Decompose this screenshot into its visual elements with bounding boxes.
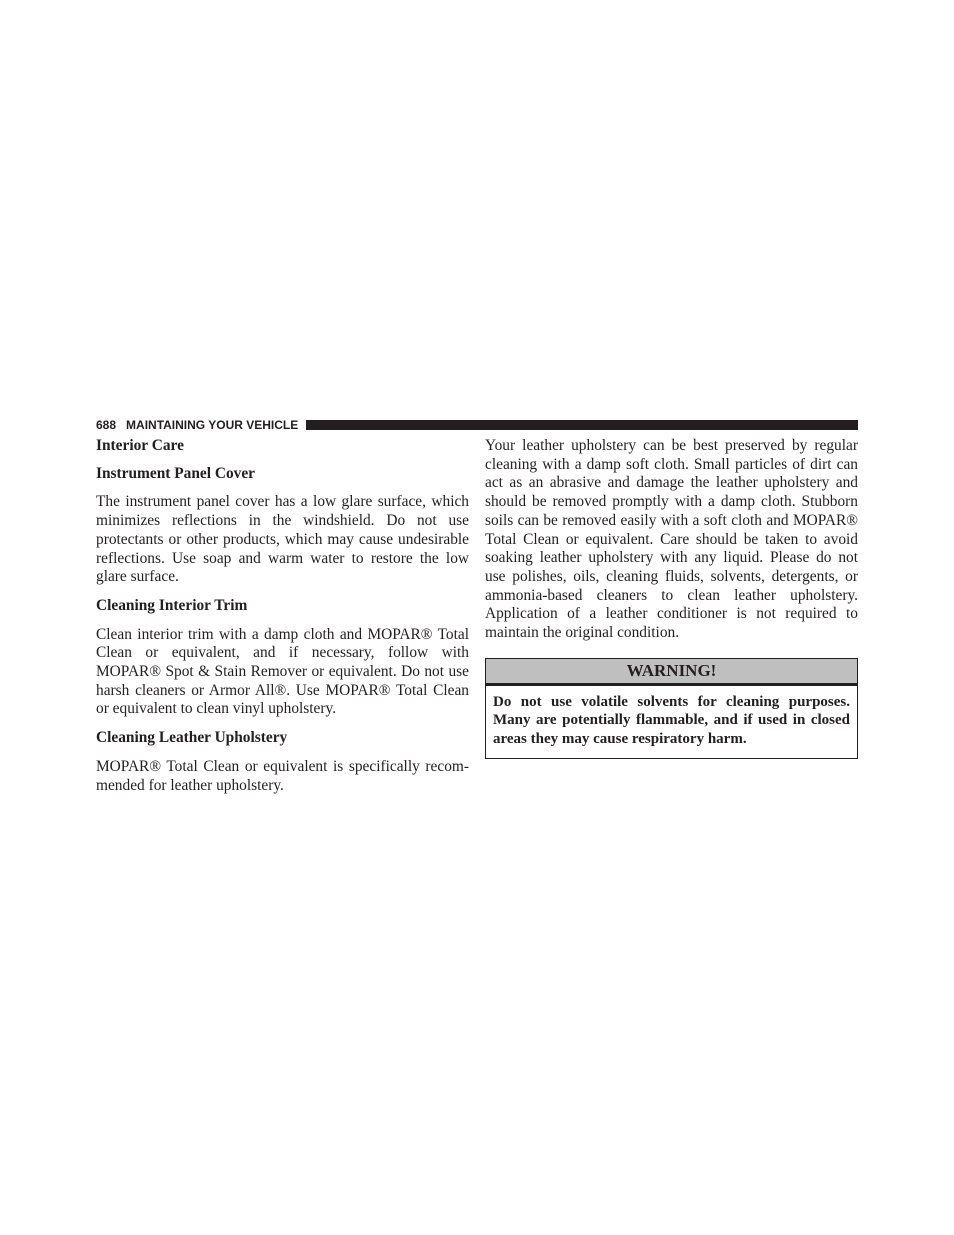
right-column bbox=[485, 437, 858, 759]
warning-title: WARNING! bbox=[486, 659, 857, 686]
heading-instrument-panel-cover: Instrument Panel Cover bbox=[96, 464, 256, 482]
header-rule bbox=[306, 420, 858, 430]
paragraph-instrument-panel: The instrument panel cover has a low glare surface, which minimizes reflections in the windshield. Do not use protectants or other products, which may cause undesirable reflections. Use soap and warm water to restore the low glare surface. bbox=[96, 493, 469, 586]
warning-text: Do not use volatile solvents for cleaning purposes. Many are potentially flammable, and if used in closed areas they may cause respiratory harm. bbox=[493, 693, 850, 748]
heading-cleaning-interior-trim: Cleaning Interior Trim bbox=[96, 596, 248, 614]
heading-cleaning-leather-upholstery: Cleaning Leather Upholstery bbox=[96, 729, 288, 747]
paragraph-leather-care: Your leather upholstery can be best preserved by regular cleaning with a damp soft cloth. Small particles of dirt can act as an abrasive and damage the leather upholstery and should be removed promptly with a damp cloth. Stubborn soils can be removed easily with a soft cloth and MOPAR® Total Clean or equivalent. Care should be taken to avoid soaking leather upholstery with any liquid. Please do not use polishes, oils, cleaning fluids, solvents, detergents, or ammonia-based cleaners to clean leather upholstery. Application of a leather conditioner is not required to maintain the original condition. bbox=[485, 437, 858, 642]
warning-box bbox=[485, 658, 858, 759]
page-number: 688 bbox=[96, 418, 117, 432]
left-column bbox=[96, 437, 469, 795]
page-header bbox=[96, 417, 858, 433]
section-title: MAINTAINING YOUR VEHICLE bbox=[126, 418, 299, 432]
paragraph-leather-upholstery: MOPAR® Total Clean or equivalent is specifically recom-mended for leather upholstery. bbox=[96, 757, 469, 794]
paragraph-interior-trim: Clean interior trim with a damp cloth and MOPAR® Total Clean or equivalent, and if necessary, follow with MOPAR® Spot & Stain Remover or equivalent. Do not use harsh cleaners or Armor All®. Use MOPAR® Total Clean or equivalent to clean vinyl upholstery. bbox=[96, 625, 469, 718]
heading-interior-care: Interior Care bbox=[96, 437, 184, 454]
